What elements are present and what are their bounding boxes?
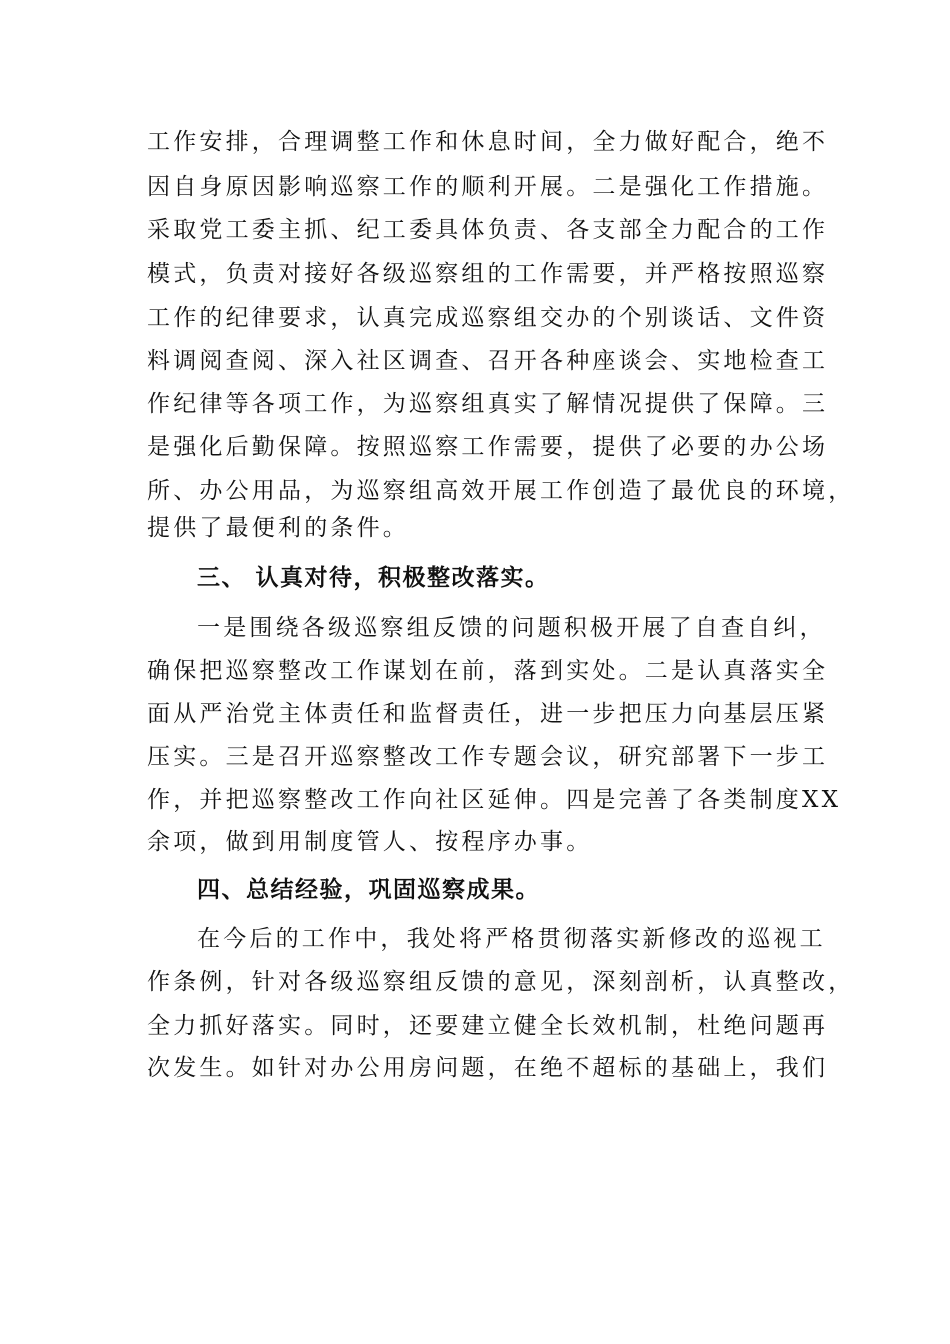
- text-line: 作条例，针对各级巡察组反馈的意见，深刻剖析，认真整改，: [147, 969, 855, 995]
- text-line: 工作安排，合理调整工作和休息时间，全力做好配合，绝不: [147, 129, 829, 155]
- text-line: 是强化后勤保障。按照巡察工作需要，提供了必要的办公场: [147, 434, 829, 460]
- text-line: 作，并把巡察整改工作向社区延伸。四是完善了各类制度XX: [147, 787, 842, 813]
- text-line: 余项，做到用制度管人、按程序办事。: [147, 829, 593, 855]
- section-heading-3: 三、 认真对待，积极整改落实。: [197, 565, 550, 591]
- text-line: 作纪律等各项工作，为巡察组真实了解情况提供了保障。三: [147, 391, 829, 417]
- text-line: 因自身原因影响巡察工作的顺利开展。二是强化工作措施。: [147, 174, 829, 200]
- text-line: 采取党工委主抓、纪工委具体负责、各支部全力配合的工作: [147, 217, 829, 243]
- section-heading-4: 四、总结经验，巩固巡察成果。: [197, 877, 540, 903]
- text-line: 面从严治党主体责任和监督责任，进一步把压力向基层压紧: [147, 701, 829, 727]
- text-line: 次发生。如针对办公用房问题，在绝不超标的基础上，我们: [147, 1055, 829, 1081]
- text-line: 提供了最便利的条件。: [147, 515, 409, 541]
- text-line: 压实。三是召开巡察整改工作专题会议，研究部署下一步工: [147, 744, 829, 770]
- text-line: 一是围绕各级巡察组反馈的问题积极开展了自查自纠，: [197, 615, 826, 641]
- text-line: 模式，负责对接好各级巡察组的工作需要，并严格按照巡察: [147, 261, 829, 287]
- text-line: 工作的纪律要求，认真完成巡察组交办的个别谈话、文件资: [147, 305, 829, 331]
- text-line: 料调阅查阅、深入社区调查、召开各种座谈会、实地检查工: [147, 348, 829, 374]
- text-line: 全力抓好落实。同时，还要建立健全长效机制，杜绝问题再: [147, 1013, 829, 1039]
- text-line: 在今后的工作中，我处将严格贯彻落实新修改的巡视工: [197, 926, 826, 952]
- text-line: 确保把巡察整改工作谋划在前，落到实处。二是认真落实全: [147, 658, 829, 684]
- text-line: 所、办公用品，为巡察组高效开展工作创造了最优良的环境，: [147, 478, 855, 504]
